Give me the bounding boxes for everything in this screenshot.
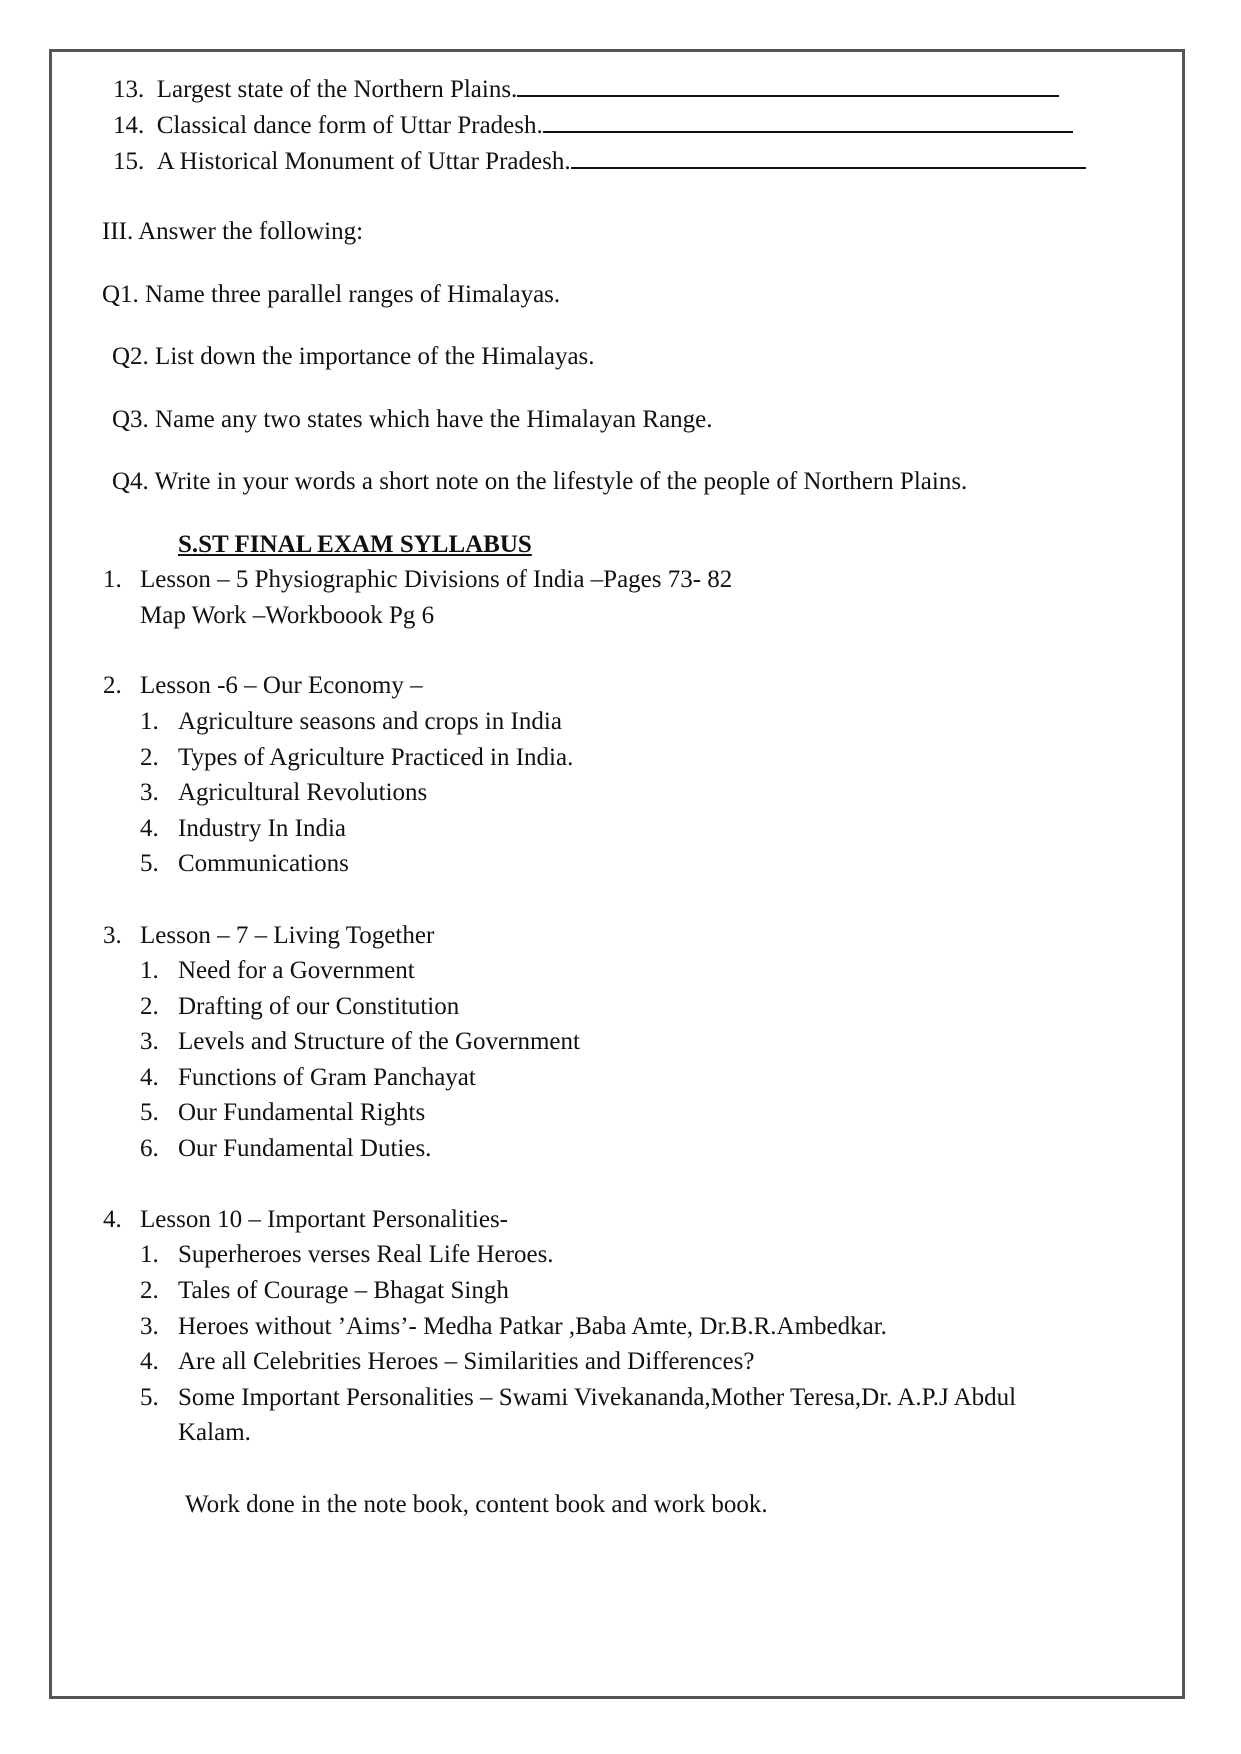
topic-number: 2. bbox=[140, 744, 159, 771]
lesson-number: 3. bbox=[103, 922, 122, 949]
topic-number: 5. bbox=[140, 1099, 159, 1126]
item-number: 14. bbox=[113, 112, 145, 139]
topic-number: 3. bbox=[140, 1028, 159, 1055]
topic-number: 4. bbox=[140, 1348, 159, 1375]
topic-text: Communications bbox=[178, 850, 349, 877]
topic-number: 1. bbox=[140, 708, 159, 735]
topic-number: 3. bbox=[140, 779, 159, 806]
item-text: A Historical Monument of Uttar Pradesh. bbox=[156, 148, 571, 175]
topic-text: Agricultural Revolutions bbox=[178, 779, 428, 806]
fill-blank-item bbox=[113, 145, 1086, 177]
question-q3: Q3. Name any two states which have the Himalayan Range. bbox=[112, 406, 713, 433]
topic-number: 1. bbox=[140, 1241, 159, 1268]
topic-number: 4. bbox=[140, 815, 159, 842]
topic-text: Industry In India bbox=[178, 815, 347, 842]
lesson-title: Lesson – 7 – Living Together bbox=[140, 922, 435, 949]
lesson-number: 1. bbox=[103, 566, 122, 593]
topic-text: Superheroes verses Real Life Heroes. bbox=[178, 1241, 554, 1268]
topic-number: 6. bbox=[140, 1135, 159, 1162]
lesson-title: Lesson 10 – Important Personalities- bbox=[140, 1206, 508, 1233]
topic-text: Heroes without ’Aims’- Medha Patkar ,Baba Amte, Dr.B.R.Ambedkar. bbox=[178, 1313, 887, 1340]
topic-text: Functions of Gram Panchayat bbox=[178, 1064, 476, 1091]
topic-text: Tales of Courage – Bhagat Singh bbox=[178, 1277, 509, 1304]
lesson-title: Lesson – 5 Physiographic Divisions of India –Pages 73- 82 bbox=[140, 566, 733, 593]
fill-blank-item bbox=[113, 109, 1073, 141]
topic-text: Our Fundamental Duties. bbox=[178, 1135, 432, 1162]
topic-number: 2. bbox=[140, 1277, 159, 1304]
lesson-number: 4. bbox=[103, 1206, 122, 1233]
answer-blank[interactable] bbox=[543, 109, 1073, 133]
topic-text: Types of Agriculture Practiced in India. bbox=[178, 744, 574, 771]
topic-number: 1. bbox=[140, 957, 159, 984]
topic-text: Agriculture seasons and crops in India bbox=[178, 708, 562, 735]
topic-number: 4. bbox=[140, 1064, 159, 1091]
topic-text: Drafting of our Constitution bbox=[178, 993, 460, 1020]
topic-text: Are all Celebrities Heroes – Similarities and Differences? bbox=[178, 1348, 755, 1375]
lesson-subtitle: Map Work –Workboook Pg 6 bbox=[140, 602, 435, 629]
syllabus-heading: S.ST FINAL EXAM SYLLABUS bbox=[178, 531, 532, 558]
topic-text: Need for a Government bbox=[178, 957, 415, 984]
topic-number: 5. bbox=[140, 850, 159, 877]
topic-text-continuation: Kalam. bbox=[178, 1419, 251, 1446]
topic-number: 3. bbox=[140, 1313, 159, 1340]
item-number: 13. bbox=[113, 76, 145, 103]
answer-blank[interactable] bbox=[517, 73, 1059, 97]
question-q1: Q1. Name three parallel ranges of Himalayas. bbox=[102, 281, 561, 308]
topic-text: Levels and Structure of the Government bbox=[178, 1028, 580, 1055]
lesson-number: 2. bbox=[103, 672, 122, 699]
topic-number: 5. bbox=[140, 1384, 159, 1411]
fill-blank-item bbox=[113, 73, 1059, 105]
topic-number: 2. bbox=[140, 993, 159, 1020]
section-title: III. Answer the following: bbox=[102, 218, 364, 245]
answer-blank[interactable] bbox=[571, 145, 1086, 169]
question-q4: Q4. Write in your words a short note on the lifestyle of the people of Northern Plains. bbox=[112, 468, 968, 495]
lesson-title: Lesson -6 – Our Economy – bbox=[140, 672, 423, 699]
topic-text: Some Important Personalities – Swami Vivekananda,Mother Teresa,Dr. A.P.J Abdul bbox=[178, 1384, 1017, 1411]
question-q2: Q2. List down the importance of the Himalayas. bbox=[112, 343, 595, 370]
item-number: 15. bbox=[113, 148, 145, 175]
item-text: Largest state of the Northern Plains. bbox=[156, 76, 518, 103]
footer-note: Work done in the note book, content book and work book. bbox=[185, 1491, 768, 1518]
topic-text: Our Fundamental Rights bbox=[178, 1099, 426, 1126]
item-text: Classical dance form of Uttar Pradesh. bbox=[156, 112, 543, 139]
